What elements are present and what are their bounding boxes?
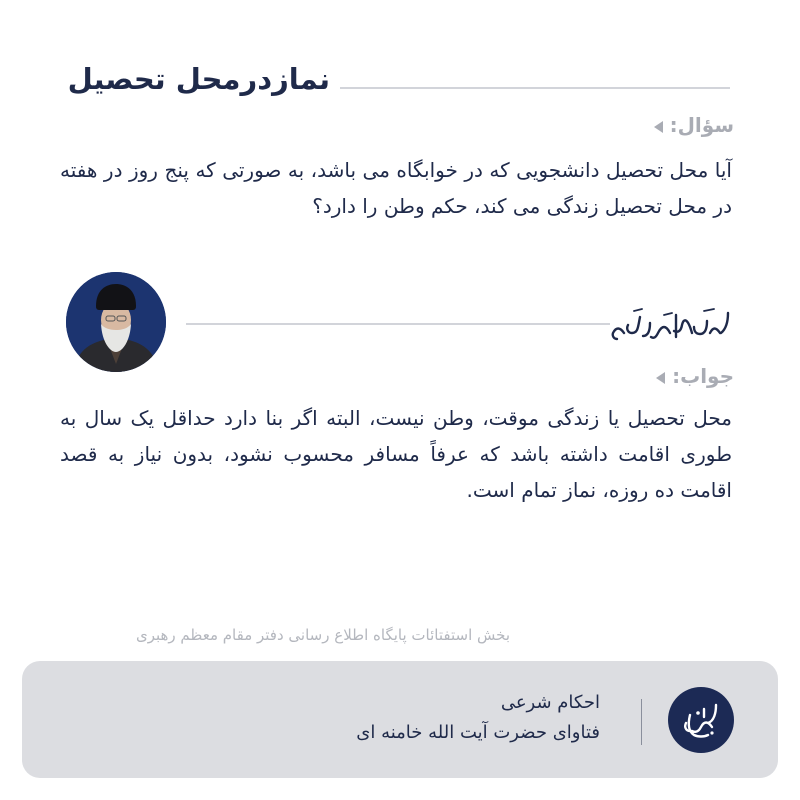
fiqh-logo-icon (668, 687, 734, 753)
portrait-avatar (66, 272, 166, 372)
portrait-divider (186, 323, 610, 325)
answer-label-text: جواب: (672, 364, 734, 388)
triangle-left-icon (654, 121, 663, 133)
footer-divider (641, 699, 642, 745)
question-label (648, 113, 734, 137)
triangle-left-icon (656, 372, 665, 384)
answer-text: محل تحصیل یا زندگی موقت، وطن نیست، البته اگر بنا دارد حداقل یک سال به طوری اقامت داشته باشد که عرفاً مسافر محسوب نشود، بدون نیاز به قصد اقامت ده روزه، نماز تمام است. (60, 406, 732, 502)
answer-label (650, 364, 734, 388)
question-text: آیا محل تحصیل دانشجویی که در خوابگاه می باشد، به صورتی که پنج روز در هفته در محل تحصیل زندگی می کند، حکم وطن را دارد؟ (60, 158, 732, 218)
source-credit: بخش استفتائات پایگاه اطلاع رسانی دفتر مقام معظم رهبری (135, 626, 510, 644)
bismillah-calligraphy (604, 303, 734, 347)
footer-bar (22, 661, 778, 778)
page-title: نمازدرمحل تحصیل (67, 62, 330, 96)
bismillah-calligraphy-drawing (604, 303, 734, 347)
footer-subtitle: فتاوای حضرت آیت الله خامنه ای (356, 722, 600, 743)
title-divider (340, 87, 730, 89)
fiqh-logo-drawing (668, 687, 734, 753)
footer-category: احکام شرعی (500, 692, 600, 713)
portrait-illustration (66, 272, 166, 372)
question-label-text: سؤال: (669, 113, 734, 137)
